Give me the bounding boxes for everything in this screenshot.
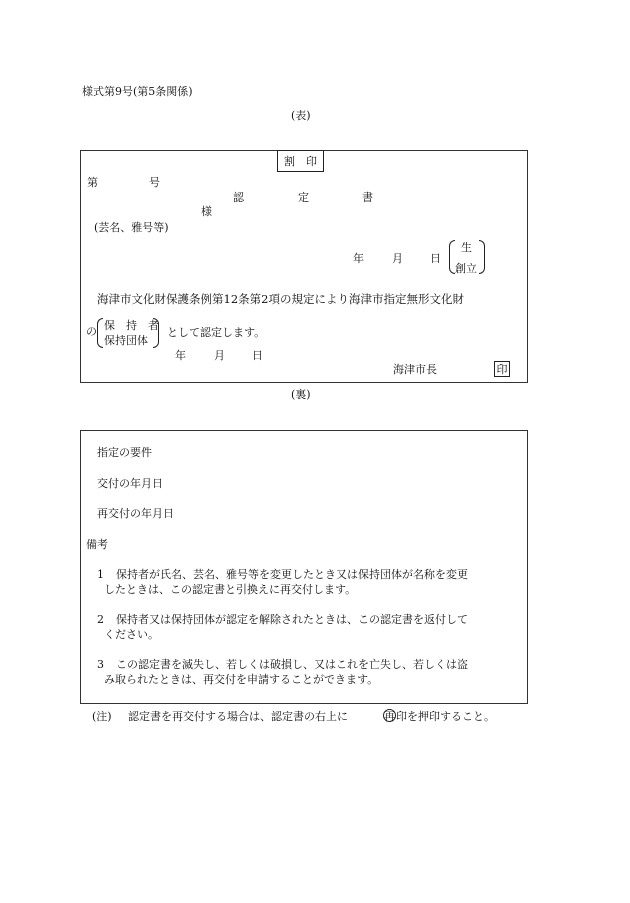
number-prefix: 第	[87, 176, 98, 189]
title-char-3: 書	[362, 191, 373, 204]
remarks-label: 備考	[86, 538, 108, 551]
note-2-num: 2	[97, 613, 104, 626]
form-number: 様式第9号(第5条関係)	[82, 85, 193, 98]
birth-label: 生	[461, 241, 472, 254]
no-particle: の	[86, 325, 97, 338]
note-1-line-2: したときは、この認定書と引換えに再交付します。	[104, 583, 357, 596]
footnote-text-after: 印を押印すること。	[396, 710, 495, 723]
title-char-1: 認	[233, 191, 244, 204]
footnote-label: (注)	[92, 710, 112, 723]
footnote-text-before: 認定書を再交付する場合は、認定書の右上に	[128, 710, 348, 723]
note-3-line-2: み取られたときは、再交付を申請することができます。	[104, 673, 379, 686]
date-day: 日	[430, 252, 441, 265]
holder-paren-right	[153, 318, 159, 348]
reissue-date-label: 再交付の年月日	[97, 507, 174, 520]
holder-group-label: 保持団体	[104, 334, 148, 347]
issue-day: 日	[252, 349, 263, 362]
title-char-2: 定	[298, 191, 309, 204]
birth-paren-right	[479, 240, 485, 274]
note-2-line-1: 保持者又は保持団体が認定を解除されたときは、この認定書を返付して	[116, 613, 468, 626]
front-label: (表)	[291, 109, 311, 122]
mayor-title: 海津市長	[393, 363, 437, 376]
holder-paren-left	[97, 318, 103, 348]
note-1-line-1: 保持者が氏名、芸名、雅号等を変更したとき又は保持団体が名称を変更	[116, 568, 468, 581]
requirements-label: 指定の要件	[97, 446, 152, 459]
designation-text: 海津市文化財保護条例第12条第2項の規定により海津市指定無形文化財	[97, 292, 464, 306]
date-year: 年	[353, 252, 364, 265]
note-1-num: 1	[97, 568, 104, 581]
note-3-line-1: この認定書を滅失し、若しくは破損し、又はこれを亡失し、若しくは盗	[116, 658, 468, 671]
issue-year: 年	[175, 349, 186, 362]
date-month: 月	[392, 252, 403, 265]
issue-date-label: 交付の年月日	[97, 477, 163, 490]
honorific: 様	[201, 205, 212, 218]
holder-label: 保 持 者	[104, 319, 159, 332]
note-2-line-2: ください。	[104, 628, 159, 641]
split-seal-box	[277, 150, 324, 172]
issue-month: 月	[214, 349, 225, 362]
split-seal-label: 割 印	[284, 154, 317, 168]
founded-label: 創立	[455, 262, 477, 275]
name-note: (芸名、雅号等)	[94, 221, 169, 234]
seal-label: 印	[496, 362, 508, 376]
note-3-num: 3	[97, 658, 104, 671]
number-suffix: 号	[149, 176, 160, 189]
seal-stamp	[494, 361, 510, 377]
footnote-circled-char: 再	[384, 710, 395, 723]
back-label: (裏)	[291, 388, 311, 401]
certify-text: として認定します。	[167, 326, 266, 339]
